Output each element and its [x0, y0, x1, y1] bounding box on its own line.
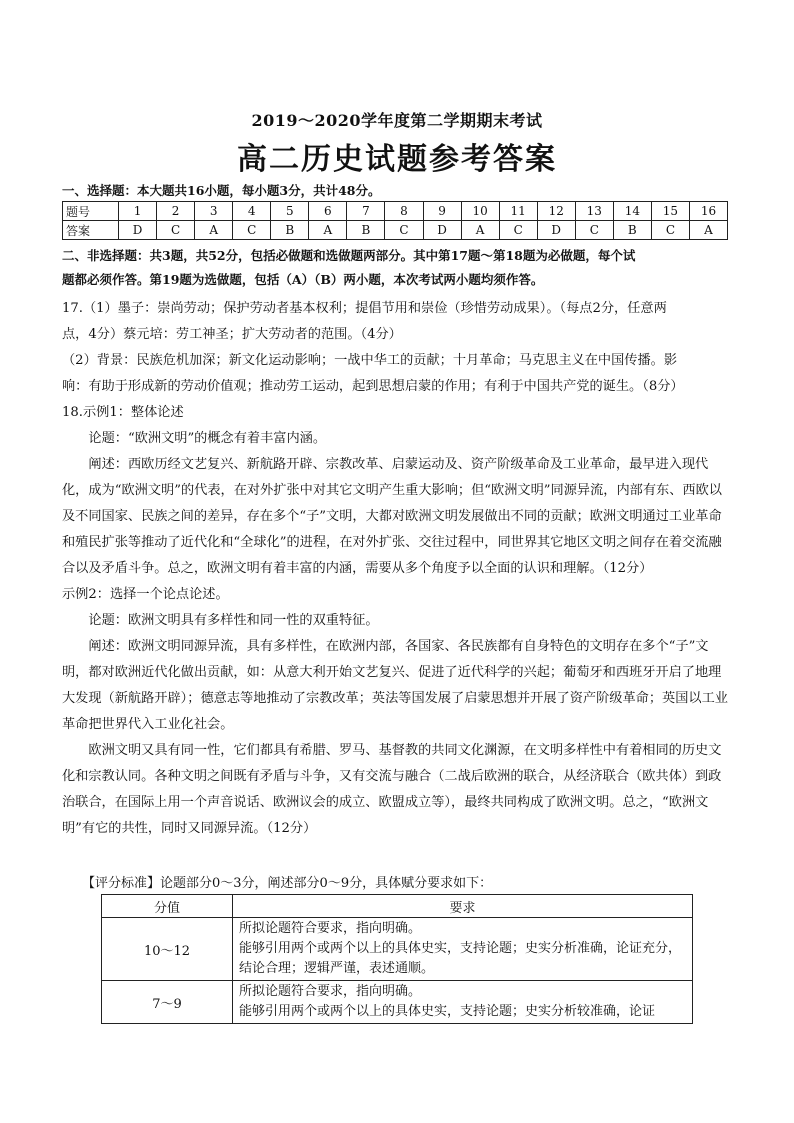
question-number: 2: [157, 202, 195, 221]
question-number: 13: [575, 202, 613, 221]
question-number: 9: [423, 202, 461, 221]
section1-heading: 一、选择题：本大题共16小题，每小题3分，共计48分。: [62, 183, 381, 198]
scoring-table: [101, 894, 693, 1024]
q17-part2-line: （2）背景：民族危机加深；新文化运动影响；一战中华工的贡献；十月革命；马克思主义在中国传播。影: [62, 353, 678, 368]
score-range: 10～12: [102, 918, 233, 981]
question-number: 12: [537, 202, 575, 221]
answer-cell: B: [347, 221, 385, 240]
requirement-text: 所拟论题符合要求，指向明确。: [239, 921, 422, 936]
page-title: 高二历史试题参考答案: [237, 142, 557, 177]
score-requirement: [233, 918, 693, 981]
answer-cell: D: [423, 221, 461, 240]
section2-heading: [62, 244, 730, 292]
q18-example1-body: 阐述：西欧历经文艺复兴、新航路开辟、宗教改革、启蒙运动及、资产阶级革命及工业革命，最早进入现代化，成为“欧洲文明”的代表，在对外扩张中对其它文明产生重大影响；但“欧洲文明”同源异流，内部有东、西欧以及不同国家、民族之间的差异，存在多个“子”文明，大都对欧洲文明发展做出不同的贡献；欧洲文明通过工业革命和殖民扩张等推动了近代化和“全球化”的进程，在对外扩张、交往过程中，同世界其它地区文明之间存在着交流融合以及矛盾斗争。总之，欧洲文明有着丰富的内涵，需要从多个角度予以全面的认识和理解。（12分）: [62, 457, 722, 576]
question-number-row: [63, 202, 728, 221]
scoring-row: [102, 981, 693, 1024]
q18-example2-title: 示例2：选择一个论点论述。: [62, 587, 229, 602]
question-number: 5: [271, 202, 309, 221]
answer-cell: C: [157, 221, 195, 240]
answer-cell: B: [271, 221, 309, 240]
answer-cell: C: [385, 221, 423, 240]
question-number: 16: [689, 202, 727, 221]
q18-example2-body: 欧洲文明又具有同一性，它们都具有希腊、罗马、基督教的共同文化渊源，在文明多样性中有着相同的历史文化和宗教认同。各种文明之间既有矛盾与斗争，又有交流与融合（二战后欧洲的联合，从经济联合（欧共体）到政治联合，在国际上用一个声音说话、欧洲议会的成立、欧盟成立等），最终共同构成了欧洲文明。总之，“欧洲文明”有它的共性，同时又同源异流。（12分）: [62, 743, 722, 836]
question-number: 4: [233, 202, 271, 221]
row-label: 题号: [63, 202, 119, 221]
answer-cell: A: [195, 221, 233, 240]
requirement-text: 能够引用两个或两个以上的具体史实，支持论题；史实分析准确，论证充分，结论合理；逻辑严谨，表述通顺。: [239, 941, 682, 976]
q17-part1-line: 点，4分）蔡元培：劳工神圣；扩大劳动者的范围。（4分）: [62, 327, 402, 342]
q17-part1-line: 17.（1）墨子：崇尚劳动；保护劳动者基本权利；提倡节用和崇俭（珍惜劳动成果）。（每点2分，任意两: [62, 301, 667, 316]
question-number: 11: [499, 202, 537, 221]
question-18: [62, 400, 730, 842]
requirement-text: 所拟论题符合要求，指向明确。: [239, 984, 422, 999]
scoring-header-row: [102, 895, 693, 918]
question-number: 10: [461, 202, 499, 221]
question-number: 15: [651, 202, 689, 221]
question-number: 8: [385, 202, 423, 221]
answer-cell: A: [461, 221, 499, 240]
score-range: 7～9: [102, 981, 233, 1024]
scoring-row: [102, 918, 693, 981]
question-number: 7: [347, 202, 385, 221]
answer-table: [62, 201, 728, 240]
question-number: 3: [195, 202, 233, 221]
answer-cell: D: [119, 221, 157, 240]
requirement-text: 能够引用两个或两个以上的具体史实，支持论题；史实分析较准确，论证: [239, 1004, 656, 1019]
answer-cell: D: [537, 221, 575, 240]
question-number: 14: [613, 202, 651, 221]
score-requirement: [233, 981, 693, 1024]
answer-cell: A: [689, 221, 727, 240]
answer-cell: C: [233, 221, 271, 240]
q18-example2-body: 阐述：欧洲文明同源异流，具有多样性，在欧洲内部，各国家、各民族都有自身特色的文明存在多个“子”文明，都对欧洲近代化做出贡献，如：从意大利开始文艺复兴、促进了近代科学的兴起；葡萄牙和西班牙开启了地理大发现（新航路开辟）；德意志等地推动了宗教改革；英法等国发展了启蒙思想并开展了资产阶级革命；英国以工业革命把世界代入工业化社会。: [62, 639, 728, 732]
q18-example1-title: 18.示例1：整体论述: [62, 405, 184, 420]
answer-cell: C: [651, 221, 689, 240]
answer-cell: B: [613, 221, 651, 240]
q18-example2-thesis: 论题：欧洲文明具有多样性和同一性的双重特征。: [88, 613, 379, 628]
row-label: 答案: [63, 221, 119, 240]
answer-row: [63, 221, 728, 240]
question-number: 6: [309, 202, 347, 221]
column-header: 要求: [233, 895, 693, 918]
scoring-note: 【评分标准】论题部分0～3分，阐述部分0～9分，具体赋分要求如下：: [82, 876, 493, 891]
question-number: 1: [119, 202, 157, 221]
q17-part2-line: 响：有助于形成新的劳动价值观；推动劳工运动，起到思想启蒙的作用；有利于中国共产党的诞生。（8分）: [62, 379, 684, 394]
q18-example1-thesis: 论题：“欧洲文明”的概念有着丰富内涵。: [88, 431, 327, 446]
answer-cell: C: [575, 221, 613, 240]
answer-cell: C: [499, 221, 537, 240]
section2-heading-line: 二、非选择题：共3题，共52分，包括必做题和选做题两部分。其中第17题～第18题为必做题，每个试: [62, 248, 636, 263]
question-17: [62, 296, 730, 400]
section2-heading-line: 题都必须作答。第19题为选做题，包括（A）（B）两小题，本次考试两小题均须作答。: [62, 272, 544, 287]
answer-cell: A: [309, 221, 347, 240]
column-header: 分值: [102, 895, 233, 918]
exam-subtitle: 2019～2020学年度第二学期期末考试: [251, 111, 543, 130]
